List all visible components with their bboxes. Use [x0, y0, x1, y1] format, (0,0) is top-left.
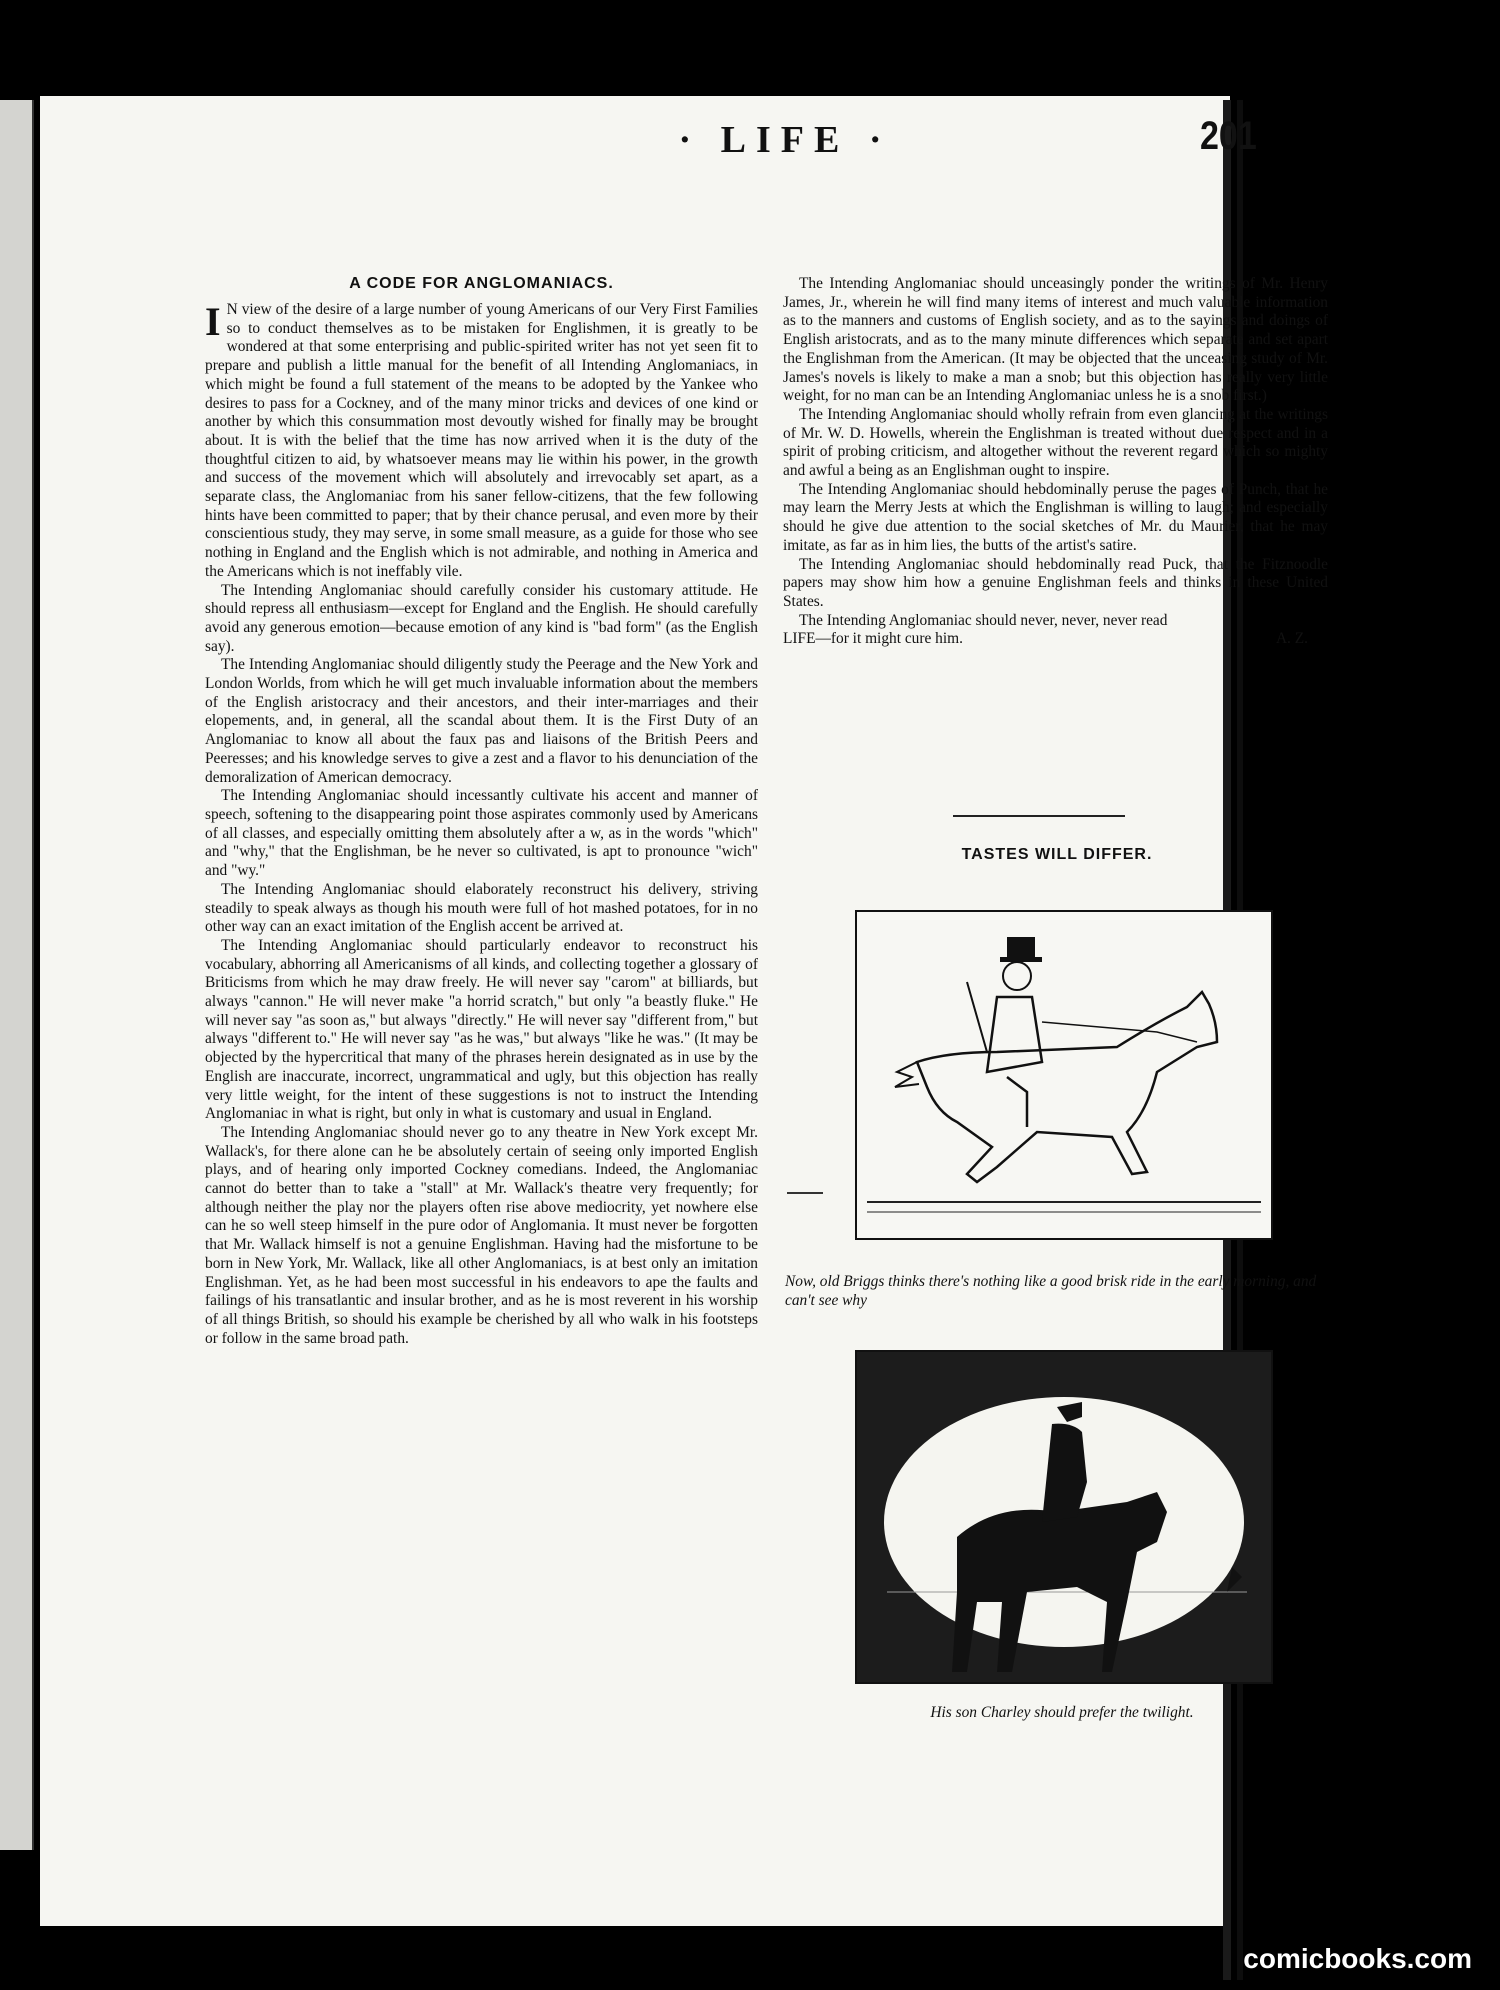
article-paragraph: The Intending Anglomaniac should incessantly cultivate his accent and manner of speech, softening to the disappearing point those aspirates commonly used by Americans of all classes, and especially omitting them absolutely after a w, as in the words "which" and "why," that the Englishman, be he never so cultivated, is apt to pronounce "wich" and "wy."	[205, 787, 758, 880]
article-paragraph: The Intending Anglomaniac should unceasingly ponder the writings of Mr. Henry James, Jr., wherein he will find many items of interest and much valuable information as to the manners and customs of English society, and as to the sayings and doings of English aristocrats, and as to the many minute differences which separate and set apart the Englishman from the American. (It may be objected that the unceasing study of Mr. James's novels is likely to make a man a snob; but this objection has really very little weight, for no man can be an Intending Anglomaniac unless he is a snob first.)	[783, 275, 1328, 405]
twilight-illustration	[857, 1352, 1271, 1682]
article-paragraph: The Intending Anglomaniac should wholly refrain from even glancing at the writings of Mr. W. D. Howells, wherein the Englishman is treated without due respect and in a spirit of probing criticism, and altogether without the reverent regard which so mighty and awful a being as an Englishman ought to inspire.	[783, 405, 1328, 480]
drop-cap: I	[205, 299, 221, 344]
article-paragraph: I N view of the desire of a large number of young Americans of our Very First Families so to conduct themselves as to be mistaken for Englishmen, it is greatly to be wondered at that some enterprising and public-spirited writer has not yet seen fit to prepare and publish a little manual for the benefit of all Intending Anglomaniacs, in which might be found a full statement of the means to be adopted by the Yankee who desires to pass for a Cockney, and of the many minor tricks and devices of one kind or another by which this consummation most devoutly wished for finally may be brought about. It is with the belief that the time has now arrived when it is the duty of the thoughtful citizen to aid, by whatsoever means may lie within his power, in the growth and success of the movement which will absolutely and irrevocably set apart, as a separate class, the Anglomaniac from his saner fellow-citizens, that the few following hints have been committed to paper; that by their chance perusal, and even more by their conscientious study, they may serve, in some small measure, as a guide for those who see nothing in England and the English which is not admirable, and nothing in America and the Americans which is not ineffably vile.	[205, 299, 758, 580]
article-paragraph: The Intending Anglomaniac should diligently study the Peerage and the New York and London Worlds, from which he will get much invaluable information about the members of the English aristocracy and their ancestors, and their inter-marriages and their elopements, and, in general, all the scandal about them. It is the First Duty of an Anglomaniac to know all about the faux pas and liaisons of the British Peers and Peeresses; and his knowledge serves to give a zest and a flavor to his denunciation of the demoralization of American democracy.	[205, 656, 758, 786]
article-paragraph: The Intending Anglomaniac should never go to any theatre in New York except Mr. Wallack's, for there alone can he be absolutely certain of seeing only imported English plays, and of hearing only imported Cockney comedians. Indeed, the Anglomaniac cannot do better than to take a "stall" at Mr. Wallack's theatre very frequently; for although neither the play nor the players often rise above mediocrity, yet nowhere else can he so well steep himself in the pure odor of Anglomania. It must never be forgotten that Mr. Wallack himself is not a genuine Englishman. Having had the misfortune to be born in New York, Mr. Wallack, like all other Anglomaniacs, is at best only an imitation Englishman. Yet, as he had been most successful in his endeavors to ape the faults and failings of his transatlantic and insular brother, and as he is most reverent in his worship of all things British, so should his example be cherished by all who walk in his footsteps or follow in the same broad path.	[205, 1123, 758, 1347]
article-paragraph: The Intending Anglomaniac should never, never, never read	[799, 611, 1168, 629]
article-paragraph: The Intending Anglomaniac should carefully consider his customary attitude. He should repress all enthusiasm—except for England and the English. He should carefully avoid any generous emotion—because emotion of any kind is "bad form" (as the English say).	[205, 581, 758, 655]
cartoon-caption-1: Now, old Briggs thinks there's nothing like a good brisk ride in the early morning, and can't see why	[785, 1273, 1317, 1309]
article-paragraph: The Intending Anglomaniac should elaborately reconstruct his delivery, striving steadily to speak always as though his mouth were full of hot mashed potatoes, for in no other way can an exact imitation of the English accent be arrived at.	[205, 880, 758, 936]
closing-line: LIFE—for it might cure him.	[783, 630, 963, 648]
article-closing	[783, 630, 1328, 649]
section-divider	[953, 815, 1125, 817]
cartoon-title: TASTES WILL DIFFER.	[961, 846, 1153, 863]
article-title: A CODE FOR ANGLOMANIACS.	[349, 275, 614, 292]
site-watermark: comicbooks.com	[1243, 1943, 1472, 1974]
article-paragraph: The Intending Anglomaniac should particularly endeavor to reconstruct his vocabulary, abhorring all Americanisms of all kinds, and collecting together a glossary of Briticisms from which he may draw freely. He will never say "carom" at billiards, but always "cannon." He will never make "a horrid scratch," but only "a beastly fluke." He will never say "as soon as," but always "directly." He will never say "different from," but always "different to." He will never say "as he was," but always "like he was." (It may be objected by the hypercritical that many of the phrases herein designated as in use by the English are inaccurate, incorrect, ungrammatical and ugly, but this objection has really very little weight, for the intent of these suggestions is not to instruct the Intending Anglomaniac in what is right, but only in what is customary and usual in England.	[205, 936, 758, 1123]
article-left-column	[205, 275, 758, 1348]
cartoon-panel-rider	[855, 910, 1273, 1240]
cartoon-panel-twilight	[855, 1350, 1273, 1684]
masthead-title: · LIFE ·	[678, 119, 892, 161]
adjacent-page-strip	[0, 100, 34, 1850]
article-paragraph: The Intending Anglomaniac should hebdominally peruse the pages of Punch, that he may learn the Merry Jests at which the Englishman is willing to laugh; and especially should he give due attention to the social sketches of Mr. du Maurier, that he may imitate, as far as in him lies, the butts of the artist's satire.	[783, 480, 1328, 554]
author-signature: A. Z.	[1275, 630, 1308, 648]
article-paragraph: The Intending Anglomaniac should hebdominally read Puck, that the Fitznoodle papers may show him how a genuine Englishman feels and thinks in these United States.	[783, 555, 1328, 610]
article-right-column	[783, 275, 1328, 649]
stray-mark	[787, 1192, 823, 1194]
rider-illustration	[857, 912, 1271, 1238]
page-number: 201	[1200, 114, 1257, 158]
cartoon-caption-2: His son Charley should prefer the twilight.	[930, 1704, 1194, 1721]
